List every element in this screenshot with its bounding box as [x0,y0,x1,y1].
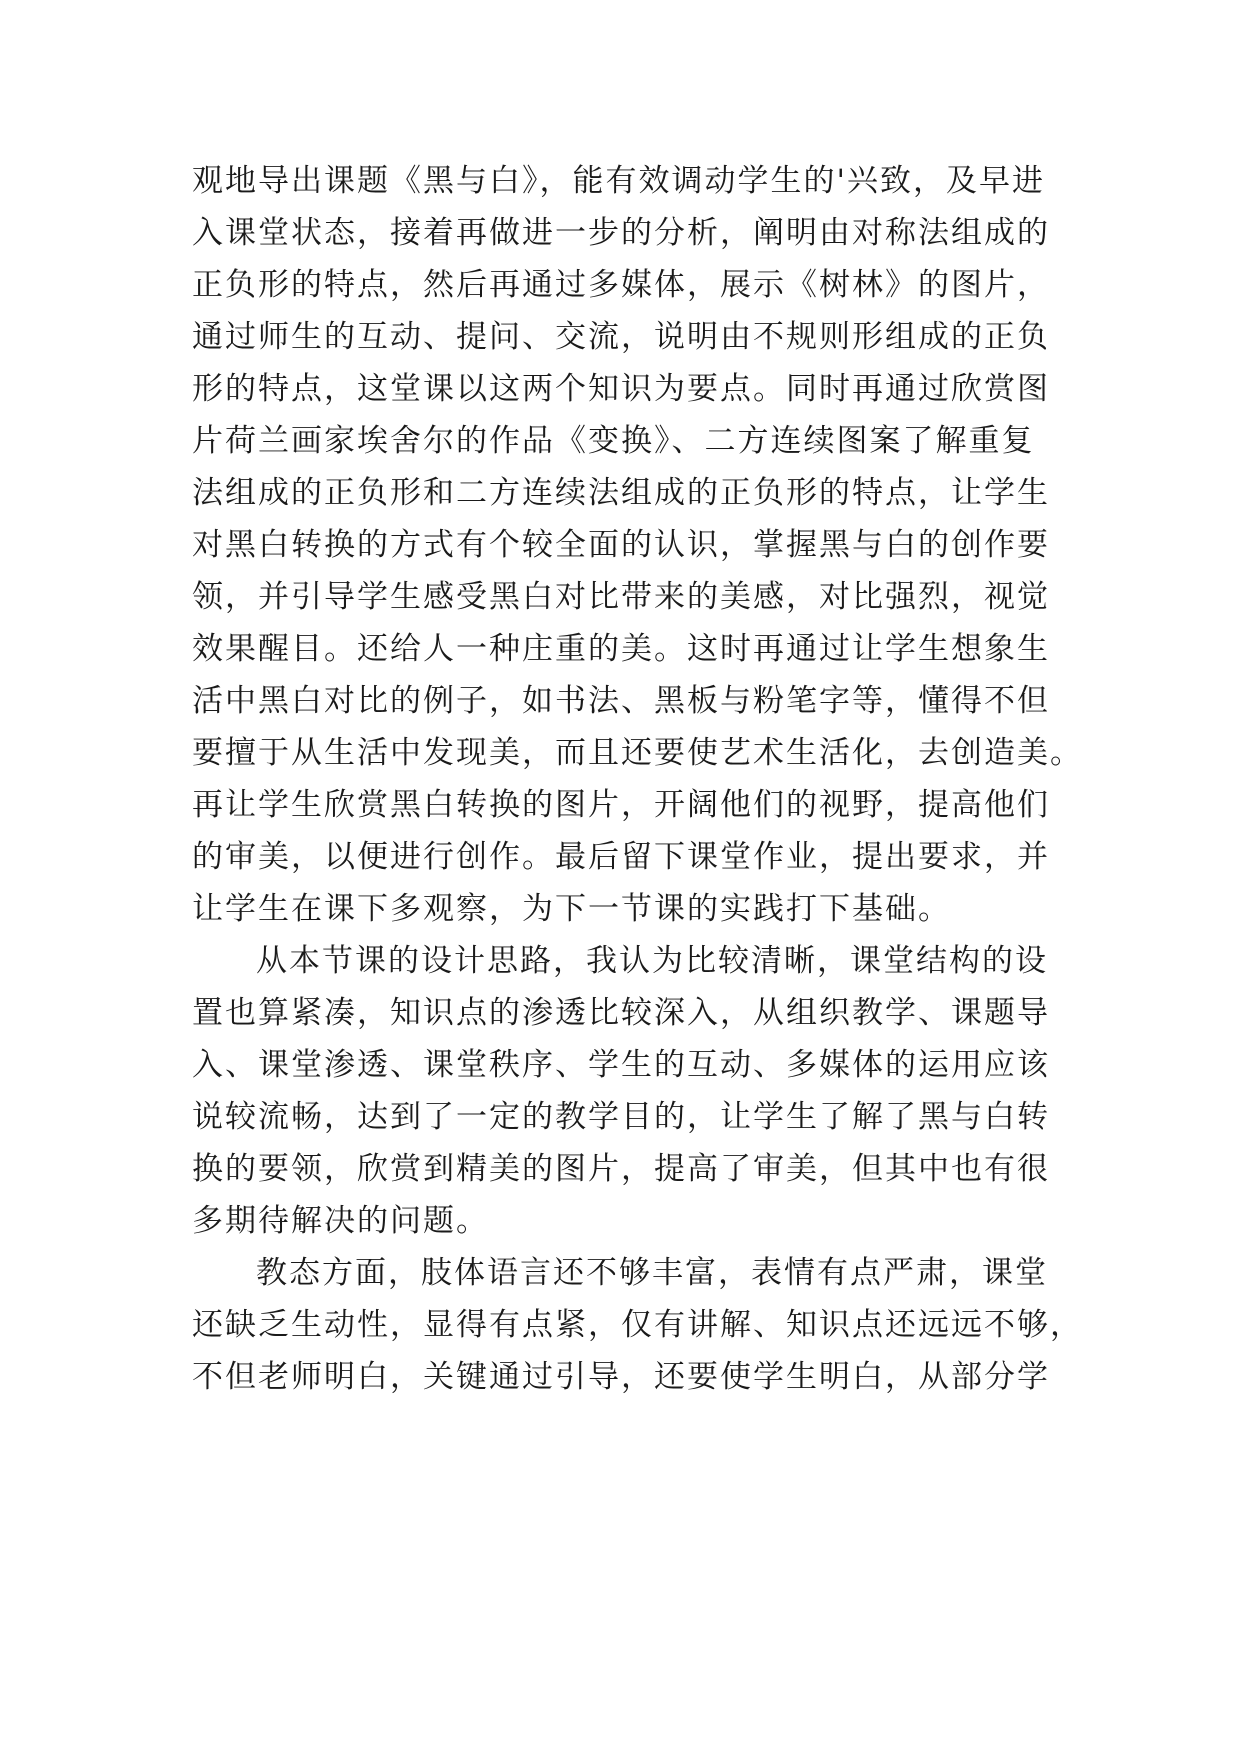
paragraph-start-line: 从本节课的设计思路，我认为比较清晰，课堂结构的设 [256,943,1048,979]
text-line: 再让学生欣赏黑白转换的图片，开阔他们的视野，提高他们 [192,787,1050,823]
body-text [192,155,1083,1403]
text-line: 正负形的特点，然后再通过多媒体，展示《树林》的图片， [192,267,1050,303]
text-line: 法组成的正负形和二方连续法组成的正负形的特点，让学生 [192,475,1050,511]
text-line: 通过师生的互动、提问、交流，说明由不规则形组成的正负 [192,319,1050,355]
text-line: 活中黑白对比的例子，如书法、黑板与粉笔字等，懂得不但 [192,683,1050,719]
text-line: 不但老师明白，关键通过引导，还要使学生明白，从部分学 [192,1359,1050,1395]
text-line: 置也算紧凑，知识点的渗透比较深入，从组织教学、课题导 [192,995,1050,1031]
text-line: 效果醒目。还给人一种庄重的美。这时再通过让学生想象生 [192,631,1050,667]
paragraph-start-line: 教态方面，肢体语言还不够丰富，表情有点严肃，课堂 [256,1255,1048,1291]
text-line: 形的特点，这堂课以这两个知识为要点。同时再通过欣赏图 [192,371,1050,407]
text-line: 领，并引导学生感受黑白对比带来的美感，对比强烈，视觉 [192,579,1050,615]
text-line: 观地导出课题《黑与白》，能有效调动学生的'兴致，及早进 [192,163,1046,199]
text-line: 入课堂状态，接着再做进一步的分析，阐明由对称法组成的 [192,215,1050,251]
text-line: 换的要领，欣赏到精美的图片，提高了审美，但其中也有很 [192,1151,1050,1187]
text-line: 片荷兰画家埃舍尔的作品《变换》、二方连续图案了解重复 [192,423,1035,459]
text-line: 让学生在课下多观察，为下一节课的实践打下基础。 [192,891,951,927]
text-line: 要擅于从生活中发现美，而且还要使艺术生活化，去创造美。 [192,735,1083,771]
text-line: 对黑白转换的方式有个较全面的认识，掌握黑与白的创作要 [192,527,1050,563]
text-line: 说较流畅，达到了一定的教学目的，让学生了解了黑与白转 [192,1099,1050,1135]
text-line: 多期待解决的问题。 [192,1203,489,1239]
text-line: 还缺乏生动性，显得有点紧，仅有讲解、知识点还远远不够， [192,1307,1083,1343]
text-line: 的审美，以便进行创作。最后留下课堂作业，提出要求，并 [192,839,1050,875]
text-line: 入、课堂渗透、课堂秩序、学生的互动、多媒体的运用应该 [192,1047,1050,1083]
